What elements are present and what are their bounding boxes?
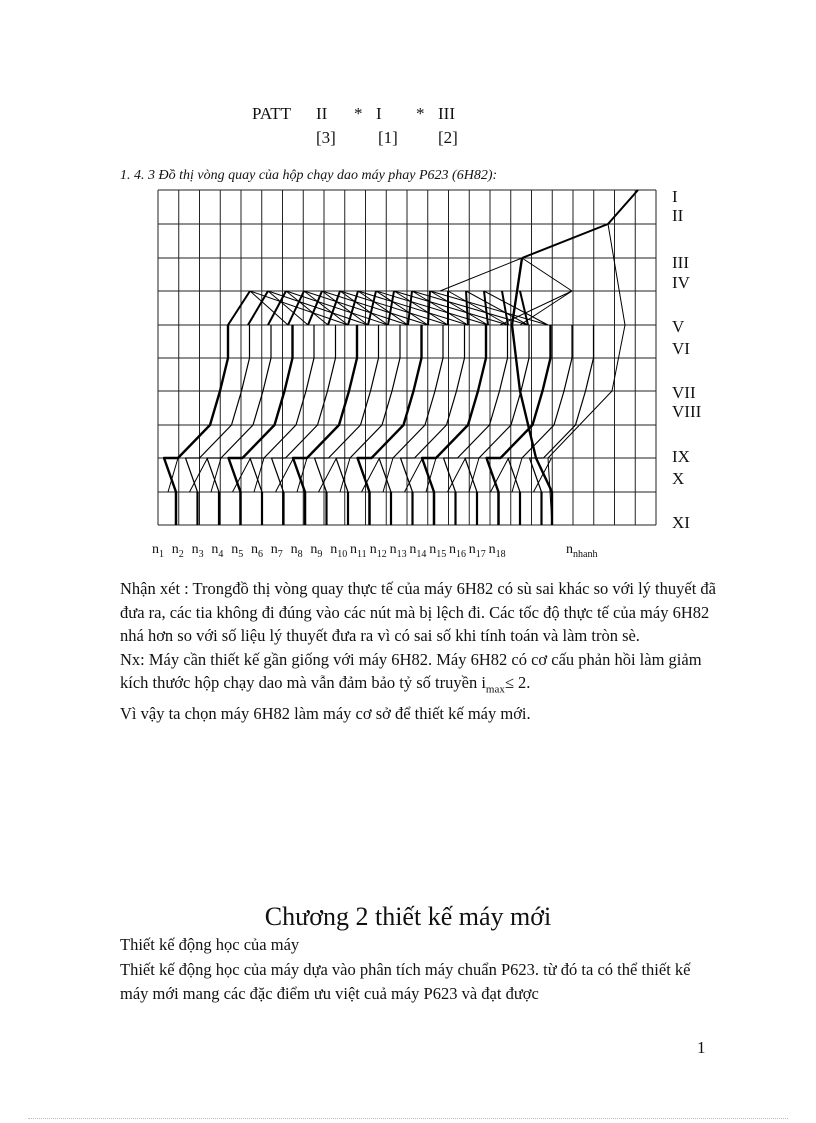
speed-label: $n_{15}$ — [429, 542, 447, 560]
speed-label: $n_{10}$ — [330, 542, 348, 560]
remark-paragraph-1: Nhận xét : Trongđồ thị vòng quay thực tế của máy 6H82 có sù sai khác so với lý thuyết đã đưa ra, các tia không đi đúng vào các nút mà bị lệch đi. Các tốc độ thực tế của máy 6H82 nhá hơn so với số liệu lý thuyết đưa ra vì có sai số khi tính toán và làm tròn sè. — [120, 579, 716, 645]
ray-branch — [448, 458, 466, 492]
speed-label: $n_6$ — [251, 542, 263, 560]
remark-paragraph-2 — [120, 648, 720, 702]
patt-count-2: [1] — [378, 128, 398, 147]
speed-label: $n_1$ — [152, 542, 164, 560]
remark-p2-end: ≤ 2. — [504, 673, 531, 692]
patt-count-1: [3] — [316, 128, 336, 147]
speed-label: $n_{13}$ — [389, 542, 407, 560]
speed-label: $n_3$ — [191, 542, 204, 560]
shaft-label: IV — [672, 273, 690, 292]
ray-fan — [286, 291, 328, 325]
patt-sep-1: * — [354, 104, 363, 123]
page-number: 1 — [697, 1038, 706, 1057]
chapter-title: Chương 2 thiết kế máy mới — [264, 902, 552, 931]
ray-left — [440, 258, 522, 291]
speed-label: $n_4$ — [211, 542, 224, 560]
ray-fast — [548, 224, 625, 525]
speed-label: $n_{11}$ — [350, 542, 367, 560]
speed-label: $n_{nhanh}$ — [566, 542, 598, 560]
remark-block — [120, 577, 720, 725]
shaft-labels — [672, 187, 702, 532]
shaft-label: I — [672, 187, 678, 206]
shaft-label: VII — [672, 383, 696, 402]
speed-label: $n_7$ — [270, 542, 283, 560]
section-title: Thiết kế động học của máy — [120, 935, 300, 954]
shaft-label: VI — [672, 339, 690, 358]
patt-group-1: II — [316, 104, 328, 123]
section-body: Thiết kế động học của máy dựa vào phân tích máy chuẩn P623. từ đó ta có thể thiết kế máy mới mang các đặc điểm ưu việt cuả máy P623 và đạt được — [120, 960, 691, 1003]
patt-sep-2: * — [416, 104, 425, 123]
figure-caption: 1. 4. 3 Đồ thị vòng quay của hộp chạy dao máy phay P623 (6H82): — [120, 168, 498, 183]
patt-group-2: I — [376, 104, 382, 123]
shaft-label: IX — [672, 447, 690, 466]
speed-label: $n_{18}$ — [488, 542, 506, 560]
speed-label: $n_5$ — [231, 542, 244, 560]
ray-fan — [520, 291, 528, 325]
patt-group-3: III — [438, 104, 455, 123]
speed-label: $n_2$ — [171, 542, 184, 560]
ray-fan — [268, 291, 286, 325]
page-bottom-divider — [28, 1118, 788, 1119]
remark-p2-text: Nx: Máy cần thiết kế gần giống với máy 6H82. Máy 6H82 có cơ cấu phản hồi làm giảm kích thước hộp chạy dao mà vẫn đảm bảo tỷ số truyền i — [120, 649, 702, 692]
remark-p2-sub: max — [485, 683, 505, 696]
speed-label: $n_9$ — [310, 542, 323, 560]
shaft-label: III — [672, 253, 689, 272]
patt-count-3: [2] — [438, 128, 458, 147]
ray-fan — [248, 291, 268, 325]
speed-label: $n_{12}$ — [369, 542, 387, 560]
patt-label: PATT — [252, 104, 292, 123]
ray-fan — [466, 291, 528, 325]
ray-fan — [228, 291, 250, 325]
ray-branch — [190, 458, 208, 492]
shaft-label: XI — [672, 513, 690, 532]
ray-branch — [276, 458, 294, 492]
remark-paragraph-3: Vì vậy ta chọn máy 6H82 làm máy cơ sở để thiết kế máy mới. — [120, 703, 531, 723]
ray-branch — [319, 458, 337, 492]
speed-label: $n_{17}$ — [468, 542, 486, 560]
shaft-label: II — [672, 206, 684, 225]
speed-label: $n_{14}$ — [409, 542, 427, 560]
ray-fan — [466, 291, 468, 325]
shaft-label: VIII — [672, 402, 702, 421]
ray-fan — [340, 291, 388, 325]
ray-fan — [448, 291, 508, 325]
speed-label: $n_{16}$ — [449, 542, 466, 560]
speed-label: $n_8$ — [290, 542, 303, 560]
shaft-label: X — [672, 469, 685, 488]
shaft-label: V — [672, 317, 685, 336]
ray-fan — [502, 291, 508, 325]
